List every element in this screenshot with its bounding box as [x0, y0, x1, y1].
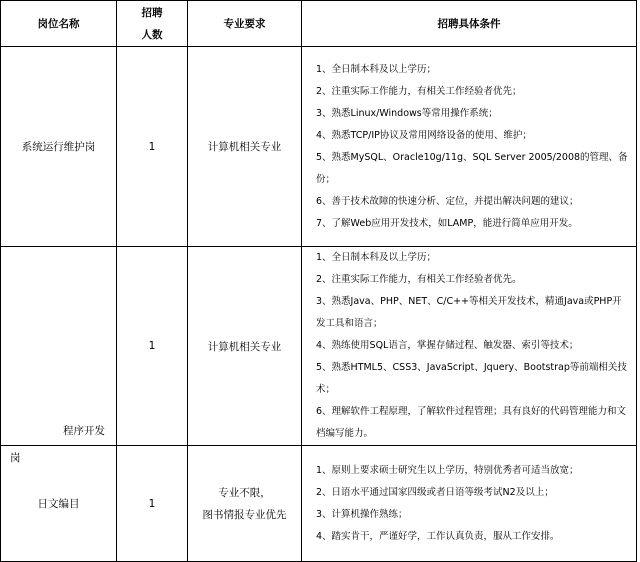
conditions-cell [302, 247, 637, 446]
conditions-cell [302, 446, 637, 562]
condition-item: 5、熟悉HTML5、CSS3、JavaScript、Jquery、Bootstrap等前端相关技术； [316, 362, 627, 395]
major-requirement [188, 446, 302, 562]
table-row [1, 446, 637, 562]
condition-item: 7、了解Web应用开发技术，如LAMP，能进行简单应用开发。 [316, 217, 578, 229]
header-count [117, 1, 188, 47]
header-count-line2: 人数 [141, 28, 163, 41]
major-line2: 图书情报专业优先 [202, 508, 287, 521]
condition-item: 4、踏实肯干，严谨好学，工作认真负责，服从工作安排。 [316, 530, 560, 542]
condition-item: 6、善于技术故障的快速分析、定位，并提出解决问题的建议； [316, 195, 579, 207]
condition-item: 2、注重实际工作能力，有相关工作经验者优先。 [316, 274, 522, 285]
condition-item: 1、全日制本科及以上学历； [316, 63, 437, 75]
position-name: 系统运行维护岗 [1, 47, 117, 247]
condition-item: 3、熟悉Java、PHP、NET、C/C++等相关开发技术，精通Java或PHP开发工具和语言； [316, 296, 622, 329]
table-row [1, 247, 637, 446]
condition-item: 4、熟练使用SQL语言，掌握存储过程、触发器、索引等技术； [316, 340, 579, 351]
condition-item: 3、熟悉Linux/Windows等常用操作系统； [316, 107, 498, 119]
major-requirement: 计算机相关专业 [188, 247, 302, 446]
condition-item: 3、计算机操作熟练； [316, 508, 408, 520]
condition-item: 1、原则上要求硕士研究生以上学历，特别优秀者可适当放宽； [316, 464, 579, 476]
condition-item: 1、全日制本科及以上学历； [316, 252, 437, 263]
major-requirement: 计算机相关专业 [188, 47, 302, 247]
header-position: 岗位名称 [1, 1, 117, 47]
conditions-cell [302, 47, 637, 247]
condition-item: 5、熟悉MySQL、Oracle10g/11g、SQL Server 2005/2008的管理、备份； [316, 151, 628, 185]
header-count-line1: 招聘 [141, 6, 163, 19]
header-row [1, 1, 637, 47]
position-name: 日文编目 [1, 446, 117, 562]
condition-item: 6、理解软件工程原理，了解软件过程管理；具有良好的代码管理能力和文档编写能力。 [316, 406, 627, 439]
header-conditions: 招聘具体条件 [302, 1, 637, 47]
position-name-part2: 岗 [10, 452, 21, 464]
table-row [1, 47, 637, 247]
position-name-cell [1, 247, 117, 464]
condition-item: 2、日语水平通过国家四级或者日语等级考试N2及以上； [316, 486, 554, 498]
hire-count: 1 [117, 247, 188, 446]
hire-count: 1 [117, 446, 188, 562]
condition-item: 2、注重实际工作能力，有相关工作经验者优先； [316, 85, 522, 97]
condition-item: 4、熟悉TCP/IP协议及常用网络设备的使用、维护； [316, 129, 532, 141]
position-name-part1: 程序开发 [63, 425, 105, 437]
header-major: 专业要求 [188, 1, 302, 47]
major-line1: 专业不限， [218, 486, 271, 499]
hire-count: 1 [117, 47, 188, 247]
